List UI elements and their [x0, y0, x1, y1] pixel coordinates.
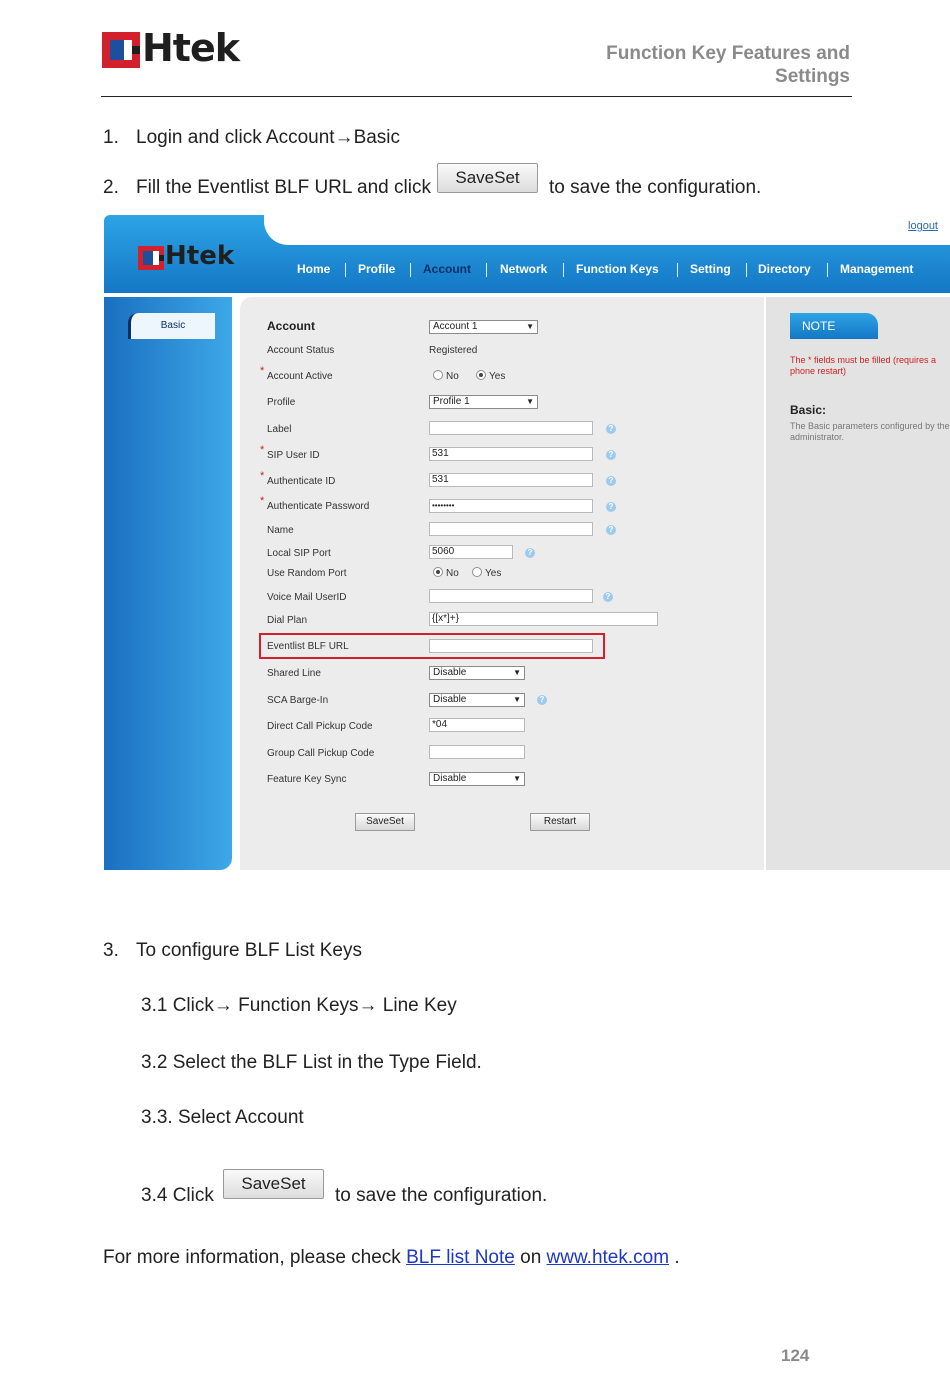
feature-key-sync-value: Disable: [433, 773, 467, 784]
shared-line-value: Disable: [433, 667, 467, 678]
web-ui-logo: [138, 241, 248, 272]
note-basic-title: Basic:: [790, 403, 827, 417]
step-3-text: To configure BLF List Keys: [136, 940, 362, 961]
nav-directory[interactable]: Directory: [758, 262, 811, 276]
dropdown-arrow-icon: ▼: [513, 695, 521, 704]
dial-plan-label: Dial Plan: [267, 615, 308, 626]
help-icon[interactable]: ?: [606, 450, 616, 460]
dropdown-arrow-icon: ▼: [526, 397, 534, 406]
logo-wordmark: Htek: [142, 26, 240, 70]
step-3-number: 3.: [103, 940, 119, 961]
help-icon[interactable]: ?: [606, 525, 616, 535]
more-info-period: .: [674, 1247, 680, 1268]
help-icon[interactable]: ?: [606, 502, 616, 512]
local-sip-port-input[interactable]: 5060: [429, 545, 513, 559]
profile-select[interactable]: [429, 395, 538, 409]
group-call-pickup-input[interactable]: [429, 745, 525, 759]
account-active-label: Account Active: [267, 371, 333, 382]
header-divider: [101, 96, 852, 97]
direct-call-pickup-label: Direct Call Pickup Code: [267, 721, 373, 732]
step-2-text: Fill the Eventlist BLF URL and click: [136, 177, 431, 198]
random-port-yes-label: Yes: [485, 568, 502, 579]
random-port-no-radio[interactable]: [433, 567, 443, 577]
form-saveset-button[interactable]: SaveSet: [355, 813, 415, 831]
step-3-1: 3.1 Click→ Function Keys→ Line Key: [141, 995, 457, 1016]
note-panel: [766, 297, 950, 870]
required-marker: *: [260, 470, 265, 482]
saveset-button-image: SaveSet: [437, 163, 538, 193]
direct-call-pickup-input[interactable]: *04: [429, 718, 525, 732]
htek-logo: [102, 26, 267, 70]
account-status-value: Registered: [429, 345, 478, 356]
sip-user-id-input[interactable]: 531: [429, 447, 593, 461]
required-marker: *: [260, 495, 265, 507]
step-3-4-text: 3.4 Click: [141, 1185, 214, 1206]
dial-plan-input[interactable]: {[x*]+}: [429, 612, 658, 626]
nav-separator: [410, 263, 411, 277]
page-number: 124: [781, 1346, 810, 1365]
note-basic-description: The Basic parameters configured by the administrator.: [790, 421, 950, 442]
sca-barge-in-label: SCA Barge-In: [267, 695, 329, 706]
web-logo-wordmark: Htek: [165, 241, 235, 271]
authenticate-id-label: Authenticate ID: [267, 476, 336, 487]
nav-management[interactable]: Management: [840, 262, 914, 276]
use-random-port-label: Use Random Port: [267, 568, 347, 579]
label-field-label: Label: [267, 424, 292, 435]
account-active-yes-label: Yes: [489, 371, 506, 382]
document-title-line2: Settings: [775, 66, 850, 87]
nav-separator: [563, 263, 564, 277]
step-3-4-text-after: to save the configuration.: [335, 1185, 548, 1206]
nav-separator: [827, 263, 828, 277]
eventlist-blf-url-input[interactable]: [429, 639, 593, 653]
name-input[interactable]: [429, 522, 593, 536]
help-icon[interactable]: ?: [525, 548, 535, 558]
nav-profile[interactable]: Profile: [358, 262, 396, 276]
profile-label: Profile: [267, 397, 296, 408]
step-1-number: 1.: [103, 127, 119, 148]
form-heading: Account: [267, 319, 315, 333]
htek-website-link[interactable]: www.htek.com: [546, 1247, 670, 1268]
eventlist-blf-url-label: Eventlist BLF URL: [267, 641, 349, 652]
step-3-3: 3.3. Select Account: [141, 1107, 304, 1128]
random-port-yes-radio[interactable]: [472, 567, 482, 577]
sip-user-id-label: SIP User ID: [267, 450, 320, 461]
help-icon[interactable]: ?: [606, 424, 616, 434]
step-2-number: 2.: [103, 177, 119, 198]
nav-separator: [345, 263, 346, 277]
sca-barge-in-value: Disable: [433, 694, 467, 705]
nav-separator: [746, 263, 747, 277]
shared-line-label: Shared Line: [267, 668, 321, 679]
sca-barge-in-select[interactable]: [429, 693, 525, 707]
account-status-label: Account Status: [267, 345, 335, 356]
help-icon[interactable]: ?: [537, 695, 547, 705]
random-port-no-label: No: [446, 568, 459, 579]
step-2-text-after: to save the configuration.: [549, 177, 762, 198]
nav-separator: [486, 263, 487, 277]
nav-function-keys[interactable]: Function Keys: [576, 262, 659, 276]
required-marker: *: [260, 365, 265, 377]
local-sip-port-label: Local SIP Port: [267, 548, 331, 559]
web-ui-sidebar: [104, 297, 232, 870]
dropdown-arrow-icon: ▼: [513, 668, 521, 677]
label-input[interactable]: [429, 421, 593, 435]
nav-separator: [677, 263, 678, 277]
saveset-button-image-2: SaveSet: [223, 1169, 324, 1199]
note-tab: NOTE: [790, 313, 878, 339]
document-title: [606, 42, 850, 88]
dropdown-arrow-icon: ▼: [526, 322, 534, 331]
account-select-value: Account 1: [433, 321, 478, 332]
account-active-yes-radio[interactable]: [476, 370, 486, 380]
step-3-2: 3.2 Select the BLF List in the Type Field.: [141, 1052, 482, 1073]
shared-line-select[interactable]: [429, 666, 525, 680]
nav-account[interactable]: Account: [423, 262, 471, 276]
form-restart-button[interactable]: Restart: [530, 813, 590, 831]
feature-key-sync-select[interactable]: [429, 772, 525, 786]
nav-home[interactable]: Home: [297, 262, 331, 276]
nav-setting[interactable]: Setting: [690, 262, 731, 276]
document-title-line1: Function Key Features and: [606, 43, 850, 64]
more-info-text: For more information, please check: [103, 1247, 401, 1268]
account-select[interactable]: [429, 320, 538, 334]
authenticate-id-input[interactable]: 531: [429, 473, 593, 487]
voice-mail-userid-label: Voice Mail UserID: [267, 592, 347, 603]
group-call-pickup-label: Group Call Pickup Code: [267, 748, 375, 759]
step-1-text: Login and click Account→Basic: [136, 127, 401, 148]
authenticate-password-label: Authenticate Password: [267, 501, 370, 512]
more-info-on: on: [520, 1247, 542, 1268]
feature-key-sync-label: Feature Key Sync: [267, 774, 347, 785]
logout-link[interactable]: logout: [908, 220, 938, 232]
name-label: Name: [267, 525, 294, 536]
web-ui-topbar-cutout: [264, 215, 950, 245]
authenticate-password-input[interactable]: ••••••••: [429, 499, 593, 513]
more-info-line: [103, 1247, 680, 1269]
profile-select-value: Profile 1: [433, 396, 470, 407]
help-icon[interactable]: ?: [606, 476, 616, 486]
account-active-no-label: No: [446, 371, 459, 382]
web-ui-screenshot: [104, 215, 950, 870]
help-icon[interactable]: ?: [603, 592, 613, 602]
nav-network[interactable]: Network: [500, 262, 548, 276]
dropdown-arrow-icon: ▼: [513, 774, 521, 783]
note-required-text: The * fields must be filled (requires a phone restart): [790, 355, 937, 376]
sidebar-item-basic[interactable]: Basic: [128, 313, 215, 339]
required-marker: *: [260, 444, 265, 456]
account-active-no-radio[interactable]: [433, 370, 443, 380]
blf-list-note-link[interactable]: BLF list Note: [406, 1247, 515, 1268]
voice-mail-userid-input[interactable]: [429, 589, 593, 603]
